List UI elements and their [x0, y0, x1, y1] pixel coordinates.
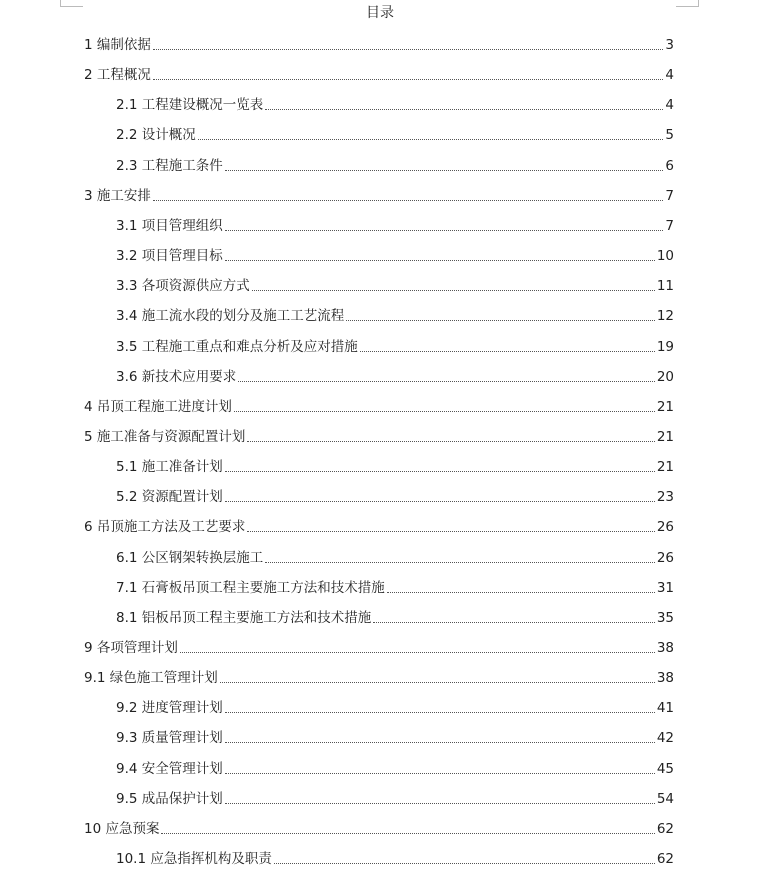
toc-entry-label: 6.1 公区钢架转换层施工 [116, 549, 264, 566]
toc-entry-page-number: 7 [665, 217, 674, 234]
toc-entry-page-number: 10 [656, 248, 674, 265]
toc-entry-label: 9 各项管理计划 [84, 640, 178, 656]
toc-entry-page-number: 4 [665, 67, 674, 84]
toc-entry-page-number: 21 [656, 428, 674, 445]
toc-entry[interactable] [116, 838, 674, 868]
toc-entry-page-number: 54 [656, 790, 674, 807]
toc-entry-page-number: 21 [656, 398, 674, 415]
toc-entry-label: 2.1 工程建设概况一览表 [116, 97, 264, 114]
toc-entry-label: 3.4 施工流水段的划分及施工工艺流程 [116, 308, 345, 325]
toc-entry-page-number: 31 [656, 579, 674, 596]
toc-entry-page-number: 11 [656, 278, 674, 295]
toc-entry-page-number: 41 [656, 700, 674, 717]
toc-entry-label: 9.1 绿色施工管理计划 [84, 670, 218, 687]
toc-dot-leader [387, 592, 655, 593]
toc-dot-leader [252, 290, 655, 291]
toc-entry-page-number: 38 [656, 670, 674, 687]
toc-entry-label: 3.3 各项资源供应方式 [116, 278, 250, 295]
toc-entry[interactable] [116, 84, 674, 114]
toc-entry-label: 7.1 石膏板吊顶工程主要施工方法和技术措施 [116, 579, 385, 596]
toc-dot-leader [225, 742, 655, 743]
toc-dot-leader [234, 411, 655, 412]
toc-dot-leader [153, 49, 664, 50]
toc-entry-label: 8.1 铝板吊顶工程主要施工方法和技术措施 [116, 609, 372, 626]
toc-entry[interactable] [116, 114, 674, 144]
toc-dot-leader [238, 381, 655, 382]
toc-entry[interactable] [116, 537, 674, 567]
toc-entry-page-number: 26 [656, 549, 674, 566]
toc-entry-label: 3.6 新技术应用要求 [116, 368, 237, 385]
toc-entry-page-number: 62 [656, 851, 674, 868]
toc-entry-label: 3.5 工程施工重点和难点分析及应对措施 [116, 338, 358, 355]
toc-entry[interactable] [116, 326, 674, 356]
toc-entry[interactable] [84, 416, 674, 446]
toc-dot-leader [225, 260, 655, 261]
toc-entry[interactable] [84, 24, 674, 54]
toc-dot-leader [225, 230, 664, 231]
toc-entry-page-number: 23 [656, 489, 674, 506]
toc-entry-label: 5.2 资源配置计划 [116, 489, 223, 506]
toc-entry-label: 3.2 项目管理目标 [116, 248, 223, 265]
toc-entry[interactable] [84, 54, 674, 84]
toc-dot-leader [180, 652, 655, 653]
toc-entry-page-number: 3 [665, 37, 674, 53]
toc-entry[interactable] [84, 627, 674, 657]
toc-entry-label: 10 应急预案 [84, 820, 160, 837]
toc-dot-leader [360, 351, 655, 352]
toc-entry[interactable] [116, 476, 674, 506]
toc-entry-label: 9.3 质量管理计划 [116, 730, 223, 747]
toc-entry-label: 6 吊顶施工方法及工艺要求 [84, 519, 246, 536]
toc-entry-page-number: 21 [656, 459, 674, 476]
toc-dot-leader [225, 712, 655, 713]
toc-dot-leader [373, 622, 655, 623]
toc-dot-leader [153, 200, 664, 201]
toc-entry-page-number: 26 [656, 519, 674, 536]
toc-entry[interactable] [116, 265, 674, 295]
toc-entry-label: 9.2 进度管理计划 [116, 700, 223, 717]
toc-entry[interactable] [116, 446, 674, 476]
toc-entry-label: 10.1 应急指挥机构及职责 [116, 851, 272, 868]
toc-dot-leader [265, 562, 655, 563]
toc-entry[interactable] [116, 205, 674, 235]
toc-entry[interactable] [116, 778, 674, 808]
toc-entry-page-number: 19 [656, 338, 674, 355]
toc-entry-page-number: 6 [665, 157, 674, 174]
toc-dot-leader [346, 320, 655, 321]
toc-entry-page-number: 7 [665, 187, 674, 204]
toc-entry-page-number: 38 [656, 640, 674, 656]
toc-dot-leader [247, 441, 654, 442]
toc-dot-leader [225, 471, 655, 472]
toc-entry-label: 3 施工安排 [84, 187, 151, 204]
toc-entry-page-number: 20 [656, 368, 674, 385]
toc-entry-label: 4 吊顶工程施工进度计划 [84, 398, 232, 415]
toc-entry[interactable] [116, 295, 674, 325]
toc-entry-label: 9.5 成品保护计划 [116, 790, 223, 807]
toc-entry[interactable] [84, 175, 674, 205]
toc-entry-page-number: 35 [656, 609, 674, 626]
toc-entry-page-number: 42 [656, 730, 674, 747]
toc-entry[interactable] [116, 687, 674, 717]
toc-entry-label: 9.4 安全管理计划 [116, 760, 223, 777]
toc-entry[interactable] [116, 567, 674, 597]
toc-dot-leader [220, 682, 655, 683]
toc-dot-leader [225, 501, 655, 502]
toc-dot-leader [153, 79, 664, 80]
toc-entry-label: 5.1 施工准备计划 [116, 459, 223, 476]
toc-entry-label: 2.2 设计概况 [116, 127, 196, 144]
toc-entry[interactable] [84, 386, 674, 416]
toc-dot-leader [225, 773, 655, 774]
toc-dot-leader [225, 803, 655, 804]
toc-entry[interactable] [116, 748, 674, 778]
toc-entry[interactable] [116, 717, 674, 747]
toc-entry[interactable] [84, 506, 674, 536]
toc-entry[interactable] [84, 657, 674, 687]
toc-entry-page-number: 45 [656, 760, 674, 777]
toc-entry[interactable] [84, 808, 674, 838]
toc-dot-leader [274, 863, 655, 864]
toc-entry-page-number: 4 [665, 97, 674, 114]
toc-title: 目录 [366, 5, 394, 21]
toc-entry-page-number: 12 [656, 308, 674, 325]
toc-entry-label: 5 施工准备与资源配置计划 [84, 428, 246, 445]
toc-entry-label: 1 编制依据 [84, 37, 151, 53]
toc-dot-leader [265, 109, 663, 110]
toc-entry-page-number: 5 [665, 127, 674, 144]
toc-entry-label: 3.1 项目管理组织 [116, 217, 223, 234]
toc-entry[interactable] [116, 235, 674, 265]
toc-entry[interactable] [116, 356, 674, 386]
toc-entry[interactable] [116, 597, 674, 627]
toc-entry-page-number: 62 [656, 820, 674, 837]
toc-dot-leader [247, 531, 654, 532]
toc-dot-leader [198, 139, 664, 140]
toc-dot-leader [161, 833, 654, 834]
toc-dot-leader [225, 170, 664, 171]
toc-entry-label: 2.3 工程施工条件 [116, 157, 223, 174]
toc-entry[interactable] [116, 145, 674, 175]
toc-entry-label: 2 工程概况 [84, 67, 151, 84]
